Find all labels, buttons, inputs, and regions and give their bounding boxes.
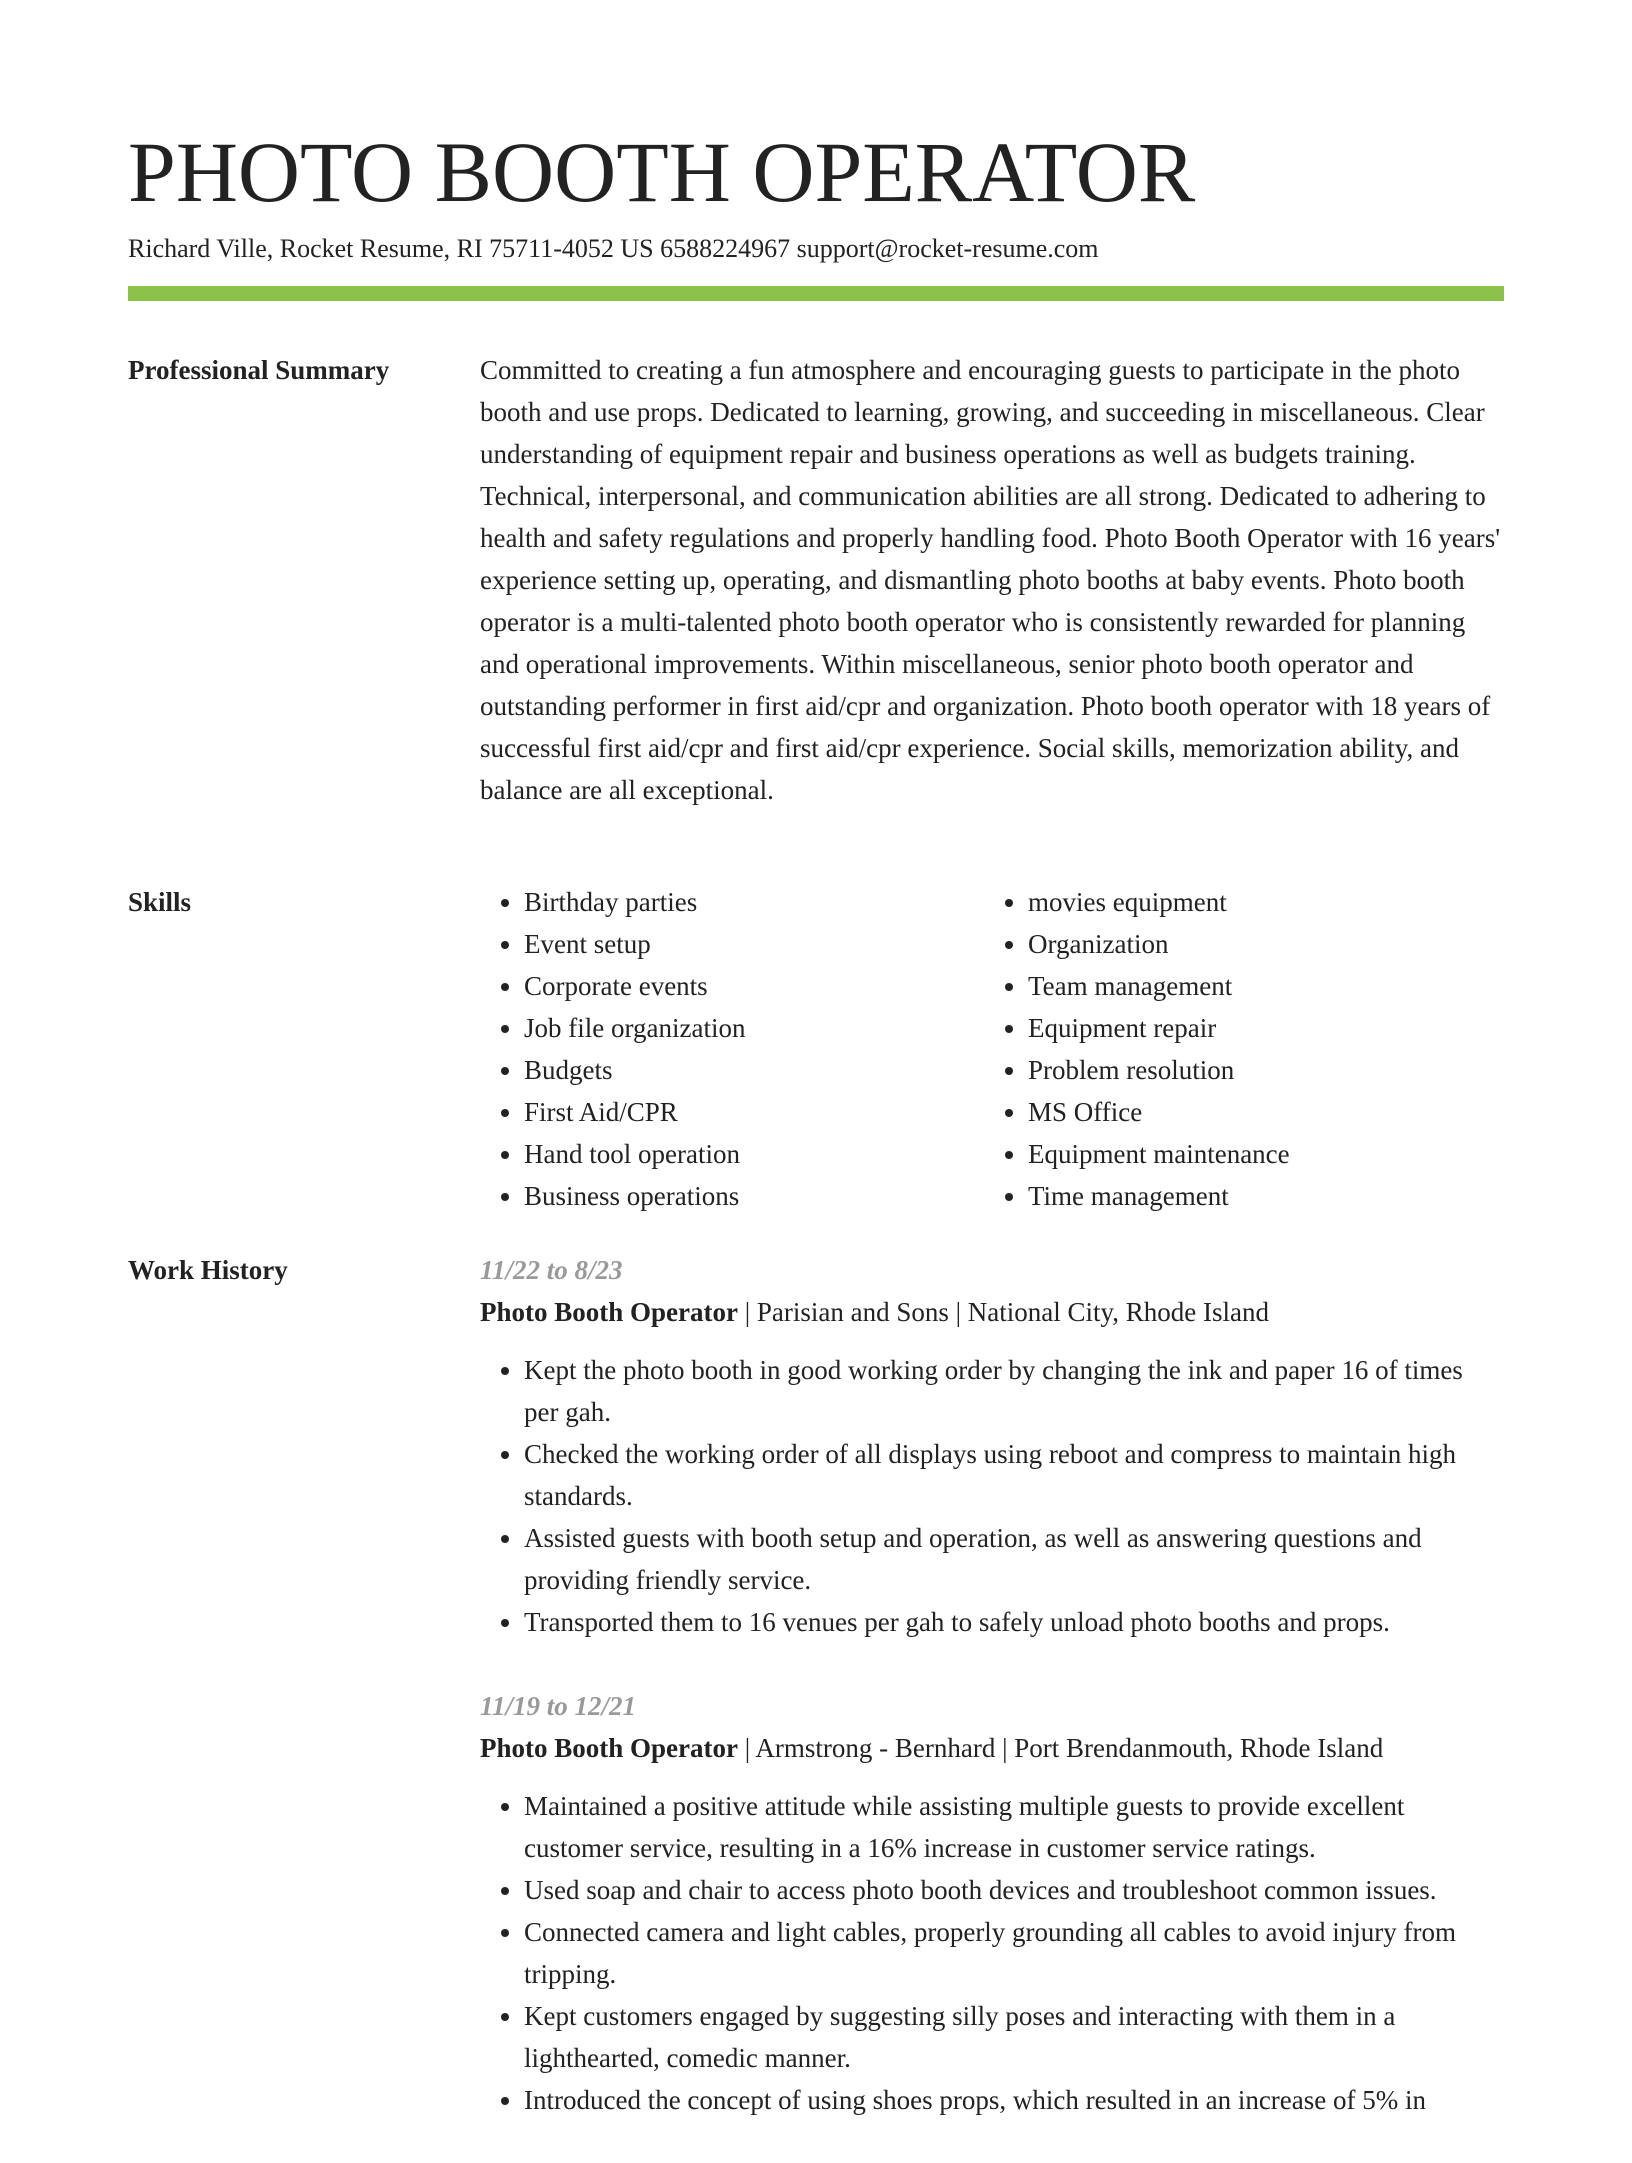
- job-bullet: • Transported them to 16 venues per gah to safely unload photo booths and props.: [524, 1601, 1504, 1643]
- summary-text: Committed to creating a fun atmosphere and encouraging guests to participate in the photo booth and use props. Dedicated to learning, growing, and succeeding in miscellaneous. Clear understanding of equipment repair and business operations as well as budgets training. Technical, interpersonal, and communication abilities are all strong. Dedicated to adhering to health and safety regulations and properly handling food. Photo Booth Operator with 16 years' experience setting up, operating, and dismantling photo booths at baby events. Photo booth operator is a multi-talented photo booth operator who is consistently rewarded for planning and operational improvements. Within miscellaneous, senior photo booth operator and outstanding performer in first aid/cpr and organization. Photo booth operator with 18 years of successful first aid/cpr and first aid/cpr experience. Social skills, memorization ability, and balance are all exceptional.: [480, 355, 1501, 805]
- job-dates: 11/22 to 8/23: [480, 1255, 623, 1285]
- job-bullet: • Used soap and chair to access photo booth devices and troubleshoot common issues.: [524, 1869, 1504, 1911]
- job-bullet: • Maintained a positive attitude while assisting multiple guests to provide excellent customer service, resulting in a 16% increase in customer service ratings.: [524, 1785, 1504, 1869]
- skill-item: • Event setup: [524, 923, 984, 965]
- job-bullets: [480, 1349, 1504, 1643]
- job-bullet: • Kept the photo booth in good working order by changing the ink and paper 16 of times per gah.: [524, 1349, 1504, 1433]
- skill-item: • Team management: [1028, 965, 1488, 1007]
- work-heading: Work History: [128, 1255, 288, 1285]
- skill-item: • MS Office: [1028, 1091, 1488, 1133]
- job-dates: 11/19 to 12/21: [480, 1691, 637, 1721]
- skill-item: • Problem resolution: [1028, 1049, 1488, 1091]
- summary-body: [480, 349, 1504, 811]
- job-bullets: [480, 1785, 1504, 2121]
- job-employer-location: | Armstrong - Bernhard | Port Brendanmouth, Rhode Island: [737, 1733, 1384, 1763]
- job-bullet: • Assisted guests with booth setup and operation, as well as answering questions and providing friendly service.: [524, 1517, 1504, 1601]
- job-employer-location: | Parisian and Sons | National City, Rhode Island: [737, 1297, 1269, 1327]
- skills-body: [480, 881, 1504, 1217]
- work-body: [480, 1249, 1504, 2163]
- job-title: Photo Booth Operator: [480, 1733, 738, 1763]
- skills-list-right: [984, 881, 1488, 1217]
- skill-item: • Budgets: [524, 1049, 984, 1091]
- skill-item: • Corporate events: [524, 965, 984, 1007]
- skill-item: • Job file organization: [524, 1007, 984, 1049]
- skill-item: • Organization: [1028, 923, 1488, 965]
- job-bullet: • Checked the working order of all displays using reboot and compress to maintain high standards.: [524, 1433, 1504, 1517]
- job-header: [480, 1291, 1504, 1333]
- job-bullet: • Kept customers engaged by suggesting silly poses and interacting with them in a lighthearted, comedic manner.: [524, 1995, 1504, 2079]
- skills-list-left: [480, 881, 984, 1217]
- skills-heading: Skills: [128, 887, 192, 917]
- accent-divider: [128, 286, 1504, 301]
- skill-item: • Hand tool operation: [524, 1133, 984, 1175]
- skill-item: • Birthday parties: [524, 881, 984, 923]
- resume-name: PHOTO BOOTH OPERATOR: [128, 124, 1196, 220]
- skill-item: • movies equipment: [1028, 881, 1488, 923]
- job-bullet: • Introduced the concept of using shoes props, which resulted in an increase of 5% in: [524, 2079, 1504, 2121]
- skill-item: • Equipment repair: [1028, 1007, 1488, 1049]
- job-header: [480, 1727, 1504, 1769]
- job-entry: [480, 1249, 1504, 1643]
- job-entry: [480, 1685, 1504, 2121]
- skill-item: • Business operations: [524, 1175, 984, 1217]
- job-title: Photo Booth Operator: [480, 1297, 738, 1327]
- job-bullet: • Connected camera and light cables, properly grounding all cables to avoid injury from tripping.: [524, 1911, 1504, 1995]
- skill-item: • First Aid/CPR: [524, 1091, 984, 1133]
- skills-columns: [480, 881, 1504, 1217]
- summary-heading: Professional Summary: [128, 355, 390, 385]
- skill-item: • Equipment maintenance: [1028, 1133, 1488, 1175]
- skill-item: • Time management: [1028, 1175, 1488, 1217]
- contact-line: Richard Ville, Rocket Resume, RI 75711-4052 US 6588224967 support@rocket-resume.com: [128, 234, 1099, 263]
